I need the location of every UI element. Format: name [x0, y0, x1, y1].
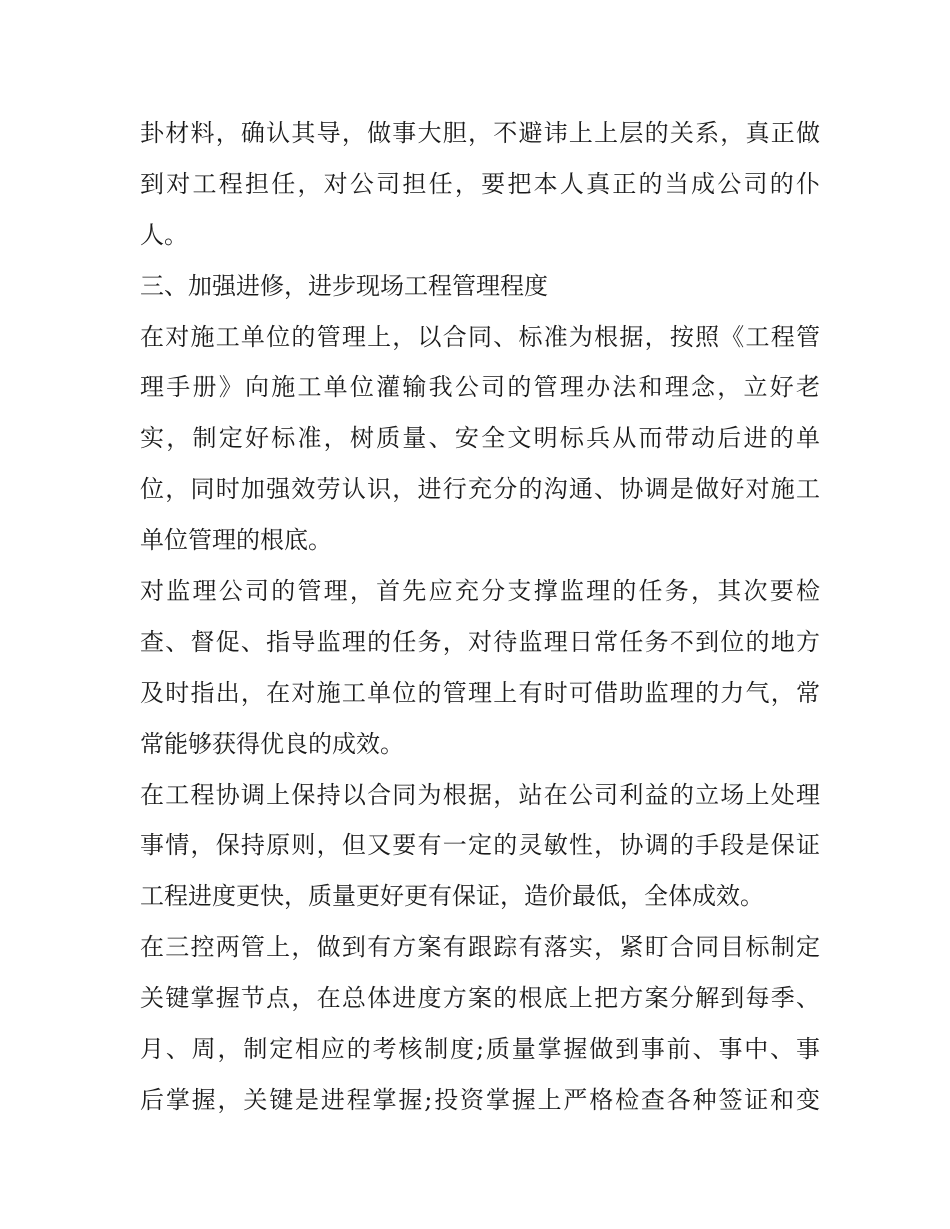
- text-line: 对监理公司的管理，首先应充分支撑监理的任务，其次要检: [140, 577, 820, 606]
- text-line: 单位管理的根底。: [140, 526, 332, 555]
- text-line: 到对工程担任，对公司担任，要把本人真正的当成公司的仆: [140, 169, 820, 198]
- text-line: 位，同时加强效劳认识，进行充分的沟通、协调是做好对施工: [140, 475, 820, 504]
- text-line: 在对施工单位的管理上，以合同、标准为根据，按照《工程管: [140, 322, 820, 351]
- text-line: 工程进度更快，质量更好更有保证，造价最低，全体成效。: [140, 882, 764, 911]
- document-body: [140, 108, 820, 1126]
- text-line: 三、加强进修，进步现场工程管理程度: [140, 271, 548, 300]
- text-line: 关键掌握节点，在总体进度方案的根底上把方案分解到每季、: [140, 984, 820, 1013]
- text-line: 理手册》向施工单位灌输我公司的管理办法和理念，立好老: [140, 373, 820, 402]
- text-line: 卦材料，确认其导，做事大胆，不避讳上上层的关系，真正做: [140, 119, 820, 147]
- text-line: 月、周，制定相应的考核制度;质量掌握做到事前、事中、事: [140, 1035, 820, 1064]
- text-line: 在工程协调上保持以合同为根据，站在公司利益的立场上处理: [140, 780, 820, 809]
- text-line: 在三控两管上，做到有方案有跟踪有落实，紧盯合同目标制定: [140, 933, 820, 962]
- text-line: 及时指出，在对施工单位的管理上有时可借助监理的力气，常: [140, 678, 820, 707]
- text-line: 后掌握，关键是进程掌握;投资掌握上严格检查各种签证和变: [140, 1085, 820, 1114]
- text-line: 人。: [140, 220, 188, 249]
- text-line: 事情，保持原则，但又要有一定的灵敏性，协调的手段是保证: [140, 831, 820, 860]
- text-line: 实，制定好标准，树质量、安全文明标兵从而带动后进的单: [140, 424, 820, 453]
- text-line: 常能够获得优良的成效。: [140, 729, 404, 758]
- text-line: 查、督促、指导监理的任务，对待监理日常任务不到位的地方: [140, 627, 820, 656]
